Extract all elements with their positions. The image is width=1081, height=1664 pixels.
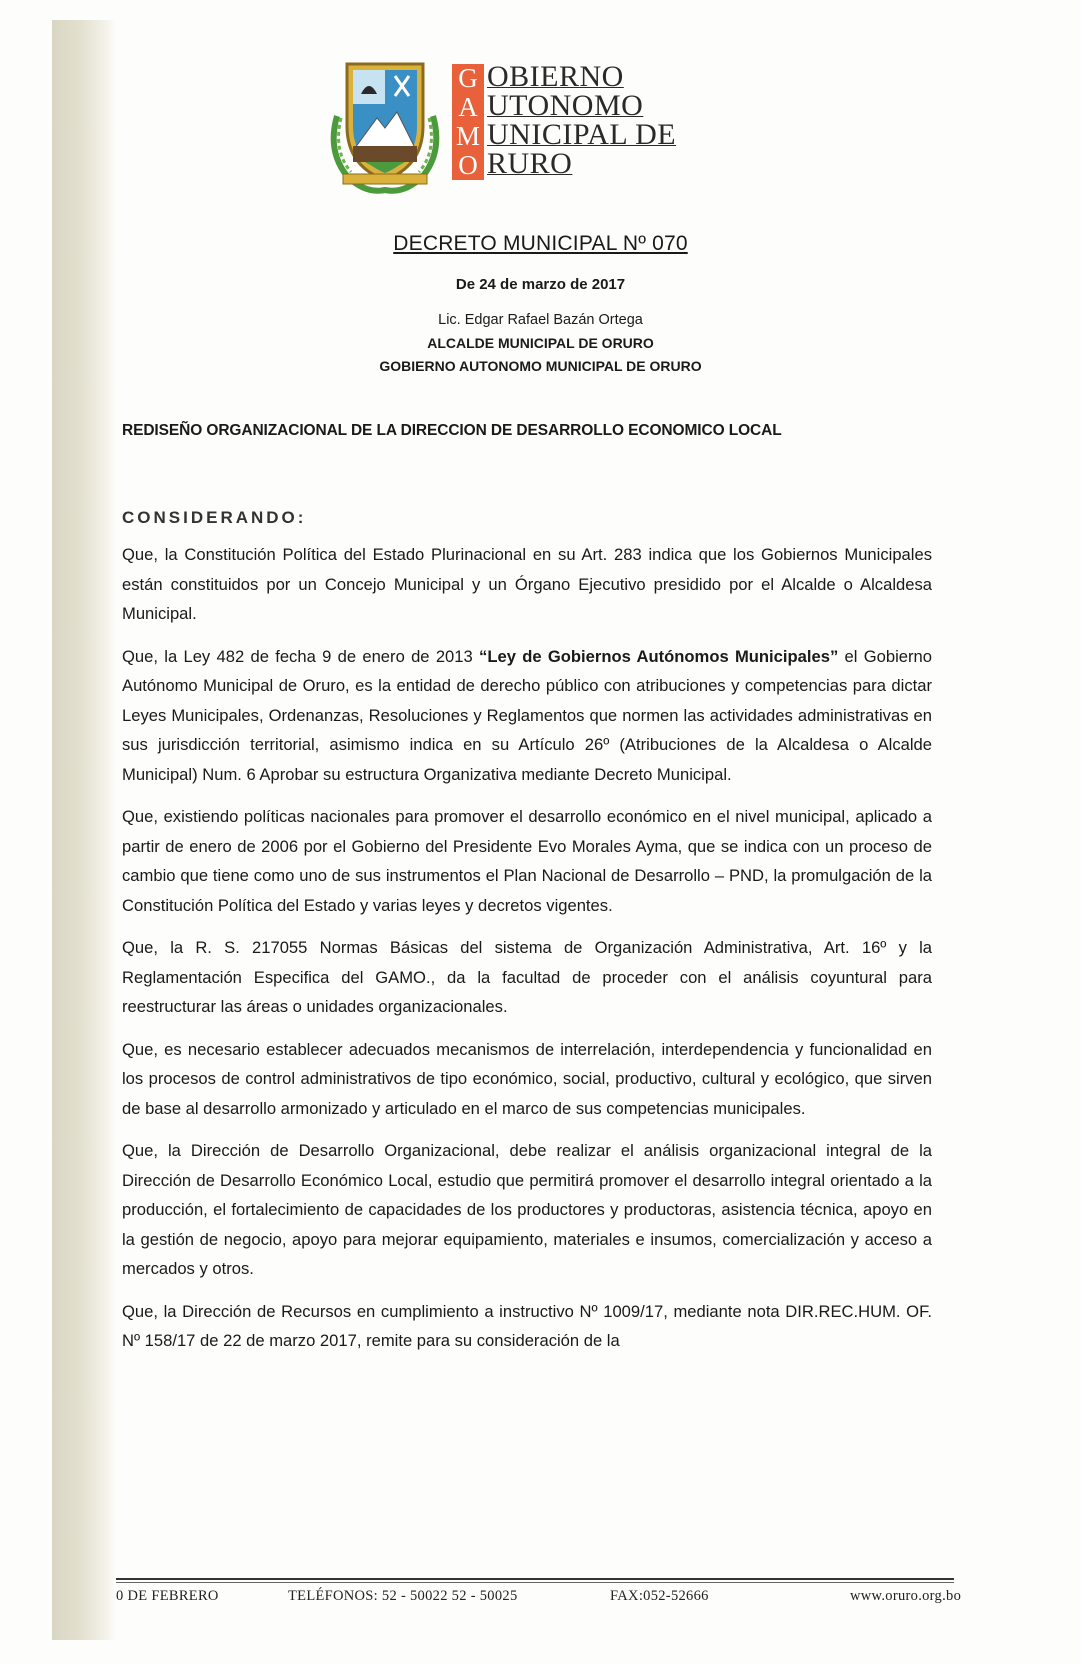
coat-of-arms-icon [325,56,445,196]
gamo-word-3: UNICIPAL DE [487,118,677,151]
considerando-heading: CONSIDERANDO: [122,508,307,527]
paragraph-4: Que, la R. S. 217055 Normas Básicas del sistema de Organización Administrativa, Art. 16º y la Reglamentación Especifica del GAMO., da la facultad de proceder con el análisis coyuntural para reestructurar las áreas o unidades organizacionales. [122,938,932,1016]
mayor-title: ALCALDE MUNICIPAL DE ORURO [427,335,654,351]
gamo-letter-o: O [458,150,478,180]
mayor-name: Lic. Edgar Rafael Bazán Ortega [438,312,643,328]
government-name: GOBIERNO AUTONOMO MUNICIPAL DE ORURO [379,358,702,374]
gamo-word-2: UTONOMO [487,89,644,122]
gamo-word-1: OBIERNO [487,60,624,93]
paragraph-7: Que, la Dirección de Recursos en cumplimiento a instructivo Nº 1009/17, mediante nota DIR.REC.HUM. OF. Nº 158/17 de 22 de marzo 2017, remite para su consideración de la [122,1301,932,1350]
footer-phones: TELÉFONOS: 52 - 50022 52 - 50025 [288,1588,518,1604]
law-name: “Ley de Gobiernos Autónomos Municipales” [479,646,839,666]
decree-subject: REDISEÑO ORGANIZACIONAL DE LA DIRECCION DE DESARROLLO ECONOMICO LOCAL [122,422,782,439]
footer-website: www.oruro.org.bo [850,1588,962,1604]
gamo-wordmark [487,62,747,178]
footer-fax: FAX:052-52666 [610,1588,709,1604]
considerando-body [122,540,932,1369]
paragraph-2-before: Que, la Ley 482 de fecha 9 de enero de 2013 [122,646,480,666]
paragraph-5: Que, es necesario establecer adecuados mecanismos de interrelación, interdependencia y funcionalidad en los procesos de control administrativos de tipo económico, social, productivo, cultural y ecológico, que sirven de base al desarrollo armonizado y articulado en el marco de sus competencias municipales. [122,1039,932,1118]
footer-address: 0 DE FEBRERO [116,1588,219,1604]
paragraph-2 [122,642,932,790]
paragraph-6: Que, la Dirección de Desarrollo Organizacional, debe realizar el análisis organizacional integral de la Dirección de Desarrollo Económico Local, estudio que permitirá promover el desarrollo integral orientado a la producción, el fortalecimiento de capacidades de los productores y productoras, asistencia técnica, apoyo en la gestión de negocio, apoyo para mejorar equipamiento, materiales e insumos, comercialización y acceso a mercados y otros. [122,1141,932,1278]
gamo-letter-a: A [458,92,478,122]
decree-date: De 24 de marzo de 2017 [455,276,626,293]
footer-divider [116,1578,954,1580]
gamo-word-4: RURO [487,147,573,180]
gamo-letter-m: M [455,121,480,151]
gamo-initials [452,64,484,180]
paragraph-3: Que, existiendo políticas nacionales para promover el desarrollo económico en el nivel municipal, aplicado a partir de enero de 2006 por el Gobierno del Presidente Evo Morales Ayma, que se indica con un proceso de cambio que tiene como uno de sus instrumentos el Plan Nacional de Desarrollo – PND, la promulgación de la Constitución Política del Estado y varias leyes y decretos vigentes. [122,807,932,915]
decree-title: DECRETO MUNICIPAL Nº 070 [393,232,688,255]
gamo-letter-g: G [458,63,478,93]
paragraph-2-after: el Gobierno Autónomo Municipal de Oruro, es la entidad de derecho público con atribuciones y competencias para dictar Leyes Municipales, Ordenanzas, Resoluciones y Reglamentos que normen las actividades administrativas en sus jurisdicción territorial, asimismo indica en su Artículo 26º (Atribuciones de la Alcaldesa o Alcalde Municipal) Num. 6 Aprobar su estructura Organizativa mediante Decreto Municipal. [122,646,932,784]
footer-divider-thin [116,1582,954,1583]
paragraph-1: Que, la Constitución Política del Estado Plurinacional en su Art. 283 indica que los Gobiernos Municipales están constituidos por un Concejo Municipal y un Órgano Ejecutivo presidido por el Alcalde o Alcaldesa Municipal. [122,545,932,623]
